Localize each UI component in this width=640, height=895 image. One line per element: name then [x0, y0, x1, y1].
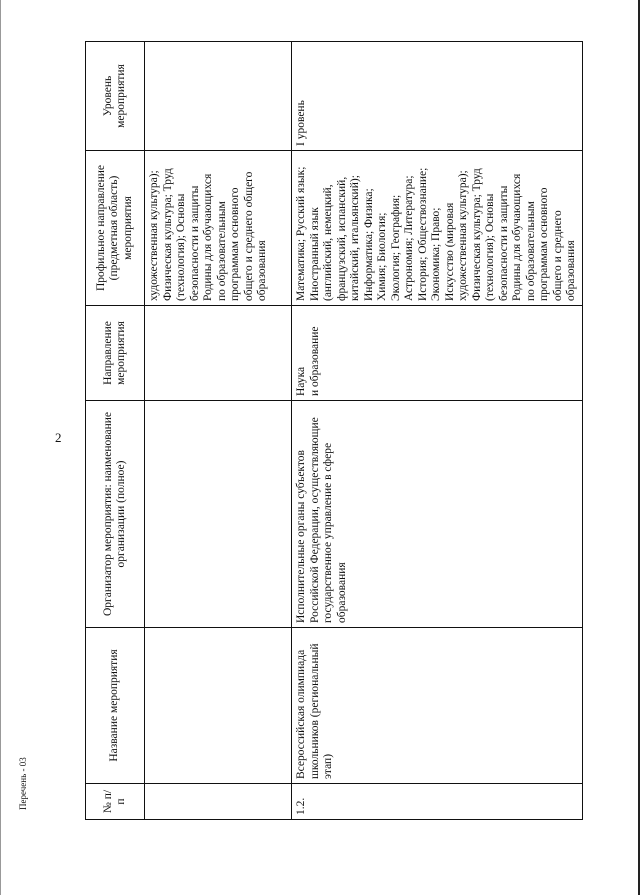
table-row	[292, 42, 583, 820]
header-organizer: Организатор мероприятия: наименование организации (полное)	[86, 401, 145, 628]
rotated-sheet	[85, 42, 580, 820]
table-row	[145, 42, 292, 820]
page-number: 2	[55, 430, 62, 445]
cell-organizer: Исполнительные органы субъектов Российской Федерации, осуществляющие государственное управление в сфере образования	[292, 401, 583, 628]
header-level: Уровень мероприятия	[86, 42, 145, 151]
footer-note: Перечень - 03	[18, 757, 28, 810]
cell-level: I уровень	[292, 42, 583, 151]
cell-level	[145, 42, 292, 151]
cell-profile: художественная культура); Физическая культура; Труд (технология); Основы безопасности и защиты Родины для обучающихся по образовательным программам основного общего и среднего общего образования	[145, 151, 292, 306]
cell-direction: Наука и образование	[292, 306, 583, 401]
cell-name: Всероссийская олимпиада школьников (региональный этап)	[292, 628, 583, 784]
cell-direction	[145, 306, 292, 401]
cell-organizer	[145, 401, 292, 628]
header-name: Название мероприятия	[86, 628, 145, 784]
header-direction: Направление мероприятия	[86, 306, 145, 401]
cell-num: 1.2.	[292, 784, 583, 820]
events-table	[85, 41, 583, 820]
header-num: № п/п	[86, 784, 145, 820]
cell-name	[145, 628, 292, 784]
header-profile: Профильное направление (предметная область) мероприятия	[86, 151, 145, 306]
table-header-row	[86, 42, 145, 820]
cell-profile: Математика; Русский язык; Иностранный язык (английский, немецкий, французский, испанский, китайский, итальянский); Информатика; Физика; Химия; Биология; Экология; География; Астрономия; Литература; История; Обществознание; Экономика; Право; Искусство (мировая художественная культура); Физическая культура; Труд (технология); Основы безопасности и защиты Родины для обучающихся по образовательным программам основного общего и среднего образования	[292, 151, 583, 306]
scan-edge-left	[0, 0, 1, 895]
cell-num	[145, 784, 292, 820]
